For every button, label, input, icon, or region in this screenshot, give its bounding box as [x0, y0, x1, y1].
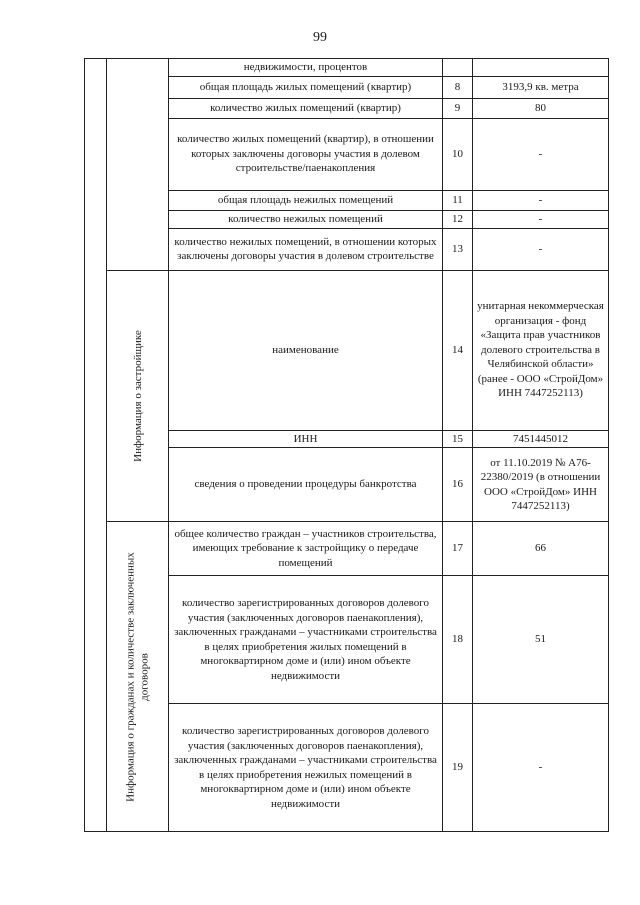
row-number: 13	[443, 228, 473, 270]
row-value: -	[473, 210, 609, 228]
row-number: 8	[443, 76, 473, 98]
row-value: -	[473, 228, 609, 270]
row-label: наименование	[169, 270, 443, 430]
row-number: 19	[443, 704, 473, 832]
row-value: от 11.10.2019 № А76-22380/2019 (в отношении ООО «СтройДом» ИНН 7447252113)	[473, 448, 609, 522]
row-label: сведения о проведении процедуры банкротства	[169, 448, 443, 522]
row-value: -	[473, 704, 609, 832]
row-value: 7451445012	[473, 430, 609, 448]
data-table	[84, 58, 609, 832]
row-label: количество нежилых помещений, в отношении которых заключены договоры участия в долевом строительстве	[169, 228, 443, 270]
row-value: -	[473, 190, 609, 210]
section-cell-object	[107, 59, 169, 271]
row-number: 9	[443, 98, 473, 118]
row-label: количество нежилых помещений	[169, 210, 443, 228]
row-number: 18	[443, 576, 473, 704]
table-row	[85, 59, 609, 77]
row-number: 11	[443, 190, 473, 210]
row-number	[443, 59, 473, 77]
row-value: 51	[473, 576, 609, 704]
row-label: количество жилых помещений (квартир), в отношении которых заключены договоры участия в долевом строительстве/паенакопления	[169, 118, 443, 190]
row-label: количество зарегистрированных договоров долевого участия (заключенных договоров паенакопления), заключенных гражданами – участниками строительства в целях приобретения жилых помещений в многоквартирном доме и (или) ином объекте недвижимости	[169, 576, 443, 704]
row-number: 12	[443, 210, 473, 228]
row-value: 80	[473, 98, 609, 118]
row-label: количество зарегистрированных договоров долевого участия (заключенных договоров паенакопления), заключенных гражданами – участниками строительства в целях приобретения нежилых помещений в многоквартирном доме и (или) ином объекте недвижимости	[169, 704, 443, 832]
row-value: 3193,9 кв. метра	[473, 76, 609, 98]
row-number: 14	[443, 270, 473, 430]
table-row	[85, 522, 609, 576]
row-value: 66	[473, 522, 609, 576]
section-label-citizens: Информация о гражданах и количестве заключенных договоров	[124, 551, 151, 802]
row-number: 16	[443, 448, 473, 522]
section-cell-citizens	[107, 522, 169, 832]
row-label: ИНН	[169, 430, 443, 448]
row-number: 10	[443, 118, 473, 190]
row-label: количество жилых помещений (квартир)	[169, 98, 443, 118]
row-label: общее количество граждан – участников строительства, имеющих требование к застройщику о передаче помещений	[169, 522, 443, 576]
section-label-developer: Информация о застройщике	[131, 329, 144, 462]
row-value: унитарная некоммерческая организация - фонд «Защита прав участников долевого строительства в Челябинской области» (ранее - ООО «СтройДом» ИНН 7447252113)	[473, 270, 609, 430]
row-number: 17	[443, 522, 473, 576]
row-label: общая площадь жилых помещений (квартир)	[169, 76, 443, 98]
outer-column	[85, 59, 107, 832]
table-row	[85, 270, 609, 430]
section-cell-developer	[107, 270, 169, 522]
row-label: общая площадь нежилых помещений	[169, 190, 443, 210]
row-value: -	[473, 118, 609, 190]
row-label: недвижимости, процентов	[169, 59, 443, 77]
row-number: 15	[443, 430, 473, 448]
page-number: 99	[313, 30, 327, 45]
row-value	[473, 59, 609, 77]
